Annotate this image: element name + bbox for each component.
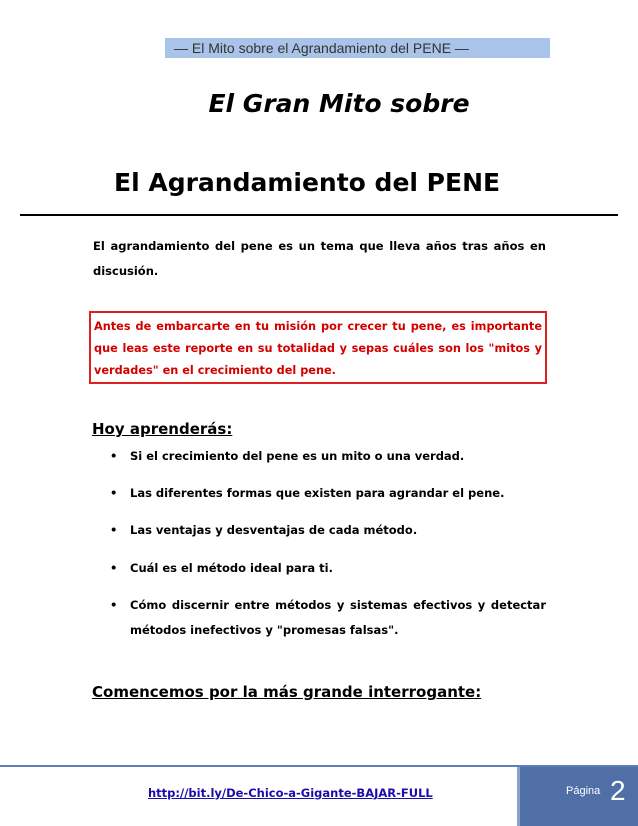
cta-heading: Comencemos por la más grande interrogante: [92, 683, 482, 701]
running-header: — El Mito sobre el Agrandamiento del PENE — [165, 38, 550, 58]
download-link[interactable]: http://bit.ly/De-Chico-a-Gigante-BAJAR-FULL [148, 786, 433, 800]
warning-box [89, 311, 547, 384]
list-item [110, 481, 546, 506]
bullet-icon: • [110, 598, 118, 612]
bullet-icon: • [110, 523, 118, 537]
bullet-icon: • [110, 449, 118, 463]
list-item [110, 518, 546, 543]
page-number: 2 [610, 775, 626, 806]
page-label: Página [566, 785, 601, 797]
title-divider [20, 214, 618, 216]
list-item-text: Si el crecimiento del pene es un mito o una verdad. [130, 449, 465, 463]
list-item-text: Las ventajas y desventajas de cada método. [130, 523, 418, 537]
list-item [110, 593, 546, 643]
list-item-text: Cuál es el método ideal para ti. [130, 561, 333, 575]
list-item-text: Las diferentes formas que existen para agrandar el pene. [130, 486, 505, 500]
list-item-text: Cómo discernir entre métodos y sistemas efectivos y detectar métodos inefectivos y "promesas falsas". [130, 598, 546, 637]
title-line-1: El Gran Mito sobre [208, 89, 470, 118]
bullet-icon: • [110, 561, 118, 575]
title-line-2: El Agrandamiento del PENE [114, 168, 501, 197]
warning-text: Antes de embarcarte en tu misión por crecer tu pene, es importante que leas este reporte en su totalidad y sepas cuáles son los "mitos y verdades" en el crecimiento del pene. [94, 320, 542, 377]
list-item [110, 556, 546, 581]
page-number-box [517, 767, 638, 826]
learn-heading: Hoy aprenderás: [92, 420, 233, 438]
intro-paragraph: El agrandamiento del pene es un tema que lleva años tras años en discusión. [93, 239, 546, 278]
bullet-icon: • [110, 486, 118, 500]
list-item [110, 444, 546, 469]
